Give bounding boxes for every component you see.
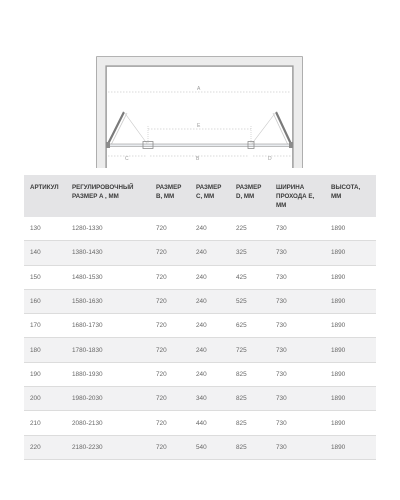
table-row [24,411,376,435]
cell-size-b: 720 [150,387,190,411]
cell-adjust-a: 1280-1330 [66,217,150,241]
cell-size-d: 625 [230,314,270,338]
cell-size-b: 720 [150,362,190,386]
table-row [24,387,376,411]
door-leaf-left [108,112,124,144]
cell-passage-e: 730 [270,217,325,241]
dim-label-b: B [196,156,200,162]
spec-table-container [24,175,376,460]
cell-article: 180 [24,338,66,362]
col-header-size-b: РАЗМЕР B, ММ [150,175,190,217]
spec-table [24,175,376,460]
cell-article: 190 [24,362,66,386]
col-header-article: АРТИКУЛ [24,175,66,217]
wall-outline [97,57,302,168]
col-header-size-c: РАЗМЕР C, ММ [190,175,230,217]
cell-size-d: 425 [230,265,270,289]
cell-size-d: 325 [230,241,270,265]
cell-height: 1890 [325,314,376,338]
cell-passage-e: 730 [270,314,325,338]
door-leaf-right [276,112,291,144]
wall-left-fill [97,57,106,168]
col-header-size-d: РАЗМЕР D, ММ [230,175,270,217]
cell-size-b: 720 [150,411,190,435]
cell-article: 130 [24,217,66,241]
cell-adjust-a: 1480-1530 [66,265,150,289]
col-header-height: ВЫСОТА, ММ [325,175,376,217]
cell-article: 170 [24,314,66,338]
cell-size-d: 225 [230,217,270,241]
hinge-left [106,142,110,148]
fixed-panel [106,144,293,147]
cell-size-b: 720 [150,217,190,241]
cell-passage-e: 730 [270,435,325,459]
cell-passage-e: 730 [270,289,325,313]
cell-size-c: 240 [190,314,230,338]
col-header-passage-e: ШИРИНА ПРОХОДА E, ММ [270,175,325,217]
cell-size-c: 240 [190,217,230,241]
table-header-row [24,175,376,217]
cell-adjust-a: 1880-1930 [66,362,150,386]
cell-height: 1890 [325,289,376,313]
cell-size-d: 825 [230,362,270,386]
wall-right-fill [293,57,302,168]
cell-article: 160 [24,289,66,313]
cell-size-c: 540 [190,435,230,459]
cell-height: 1890 [325,217,376,241]
table-row [24,338,376,362]
cell-passage-e: 730 [270,241,325,265]
cell-article: 200 [24,387,66,411]
cell-size-d: 825 [230,387,270,411]
table-row [24,289,376,313]
cell-size-d: 725 [230,338,270,362]
cell-adjust-a: 1780-1830 [66,338,150,362]
door-arc-left [124,112,148,145]
cell-size-c: 440 [190,411,230,435]
cell-height: 1890 [325,338,376,362]
table-row [24,265,376,289]
cell-size-d: 825 [230,411,270,435]
hinge-right [289,142,293,148]
cell-adjust-a: 1580-1630 [66,289,150,313]
cell-height: 1890 [325,241,376,265]
cell-adjust-a: 2180-2230 [66,435,150,459]
cell-article: 150 [24,265,66,289]
wall-top-fill [97,57,302,66]
cell-size-b: 720 [150,435,190,459]
table-row [24,435,376,459]
door-arc-right [251,112,276,145]
table-row [24,362,376,386]
door-leaf-left-inner [111,113,127,145]
cell-size-c: 240 [190,265,230,289]
cell-article: 220 [24,435,66,459]
cell-adjust-a: 1980-2030 [66,387,150,411]
col-header-adjust-a: РЕГУЛИРОВОЧНЫЙ РАЗМЕР A , ММ [66,175,150,217]
cell-passage-e: 730 [270,362,325,386]
cell-adjust-a: 1680-1730 [66,314,150,338]
cell-size-d: 825 [230,435,270,459]
table-body [24,217,376,459]
dim-label-c: C [125,156,129,162]
cell-size-b: 720 [150,289,190,313]
wall-inner-line [106,66,293,168]
cell-adjust-a: 1380-1430 [66,241,150,265]
cell-size-b: 720 [150,314,190,338]
door-leaf-right-inner [273,113,288,145]
cell-passage-e: 730 [270,387,325,411]
table-row [24,217,376,241]
cell-size-c: 340 [190,387,230,411]
cell-height: 1890 [325,387,376,411]
cell-size-c: 240 [190,362,230,386]
cell-size-b: 720 [150,338,190,362]
door-plan-diagram [0,0,400,175]
cell-height: 1890 [325,435,376,459]
table-row [24,241,376,265]
cell-passage-e: 730 [270,338,325,362]
cell-size-c: 240 [190,338,230,362]
cell-height: 1890 [325,265,376,289]
cell-passage-e: 730 [270,265,325,289]
cell-size-b: 720 [150,265,190,289]
cell-passage-e: 730 [270,411,325,435]
dim-label-e: E [197,123,201,129]
table-row [24,314,376,338]
cell-size-c: 240 [190,289,230,313]
dim-label-a: A [197,86,201,92]
cell-size-b: 720 [150,241,190,265]
cell-height: 1890 [325,362,376,386]
cell-height: 1890 [325,411,376,435]
cell-size-c: 240 [190,241,230,265]
dim-label-d: D [268,156,272,162]
cell-size-d: 525 [230,289,270,313]
cell-adjust-a: 2080-2130 [66,411,150,435]
cell-article: 210 [24,411,66,435]
cell-article: 140 [24,241,66,265]
